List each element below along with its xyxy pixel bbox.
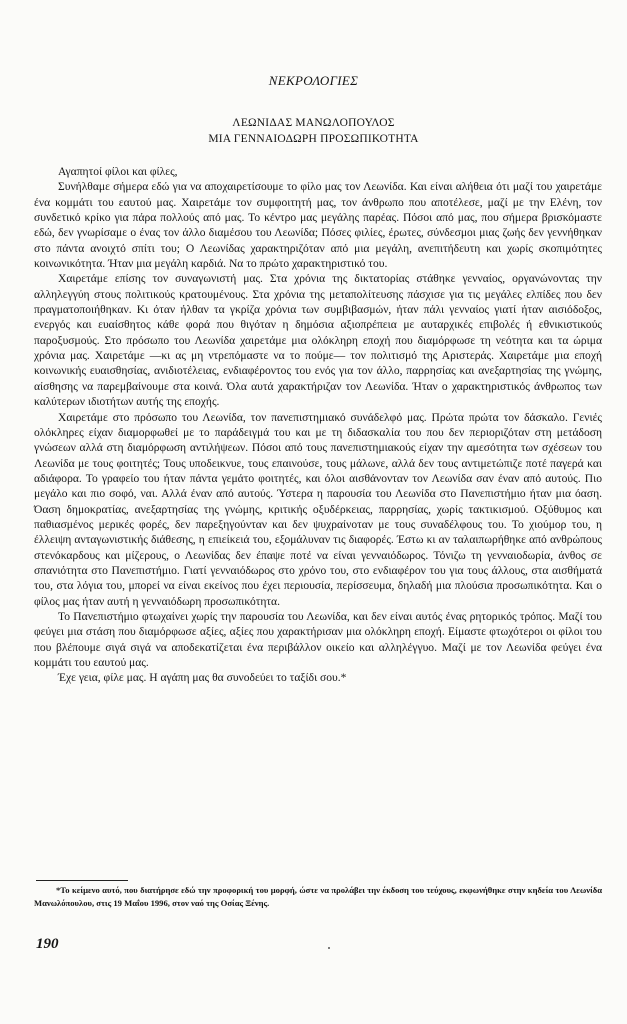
paragraph-4: Το Πανεπιστήμιο φτωχαίνει χωρίς την παρουσία του Λεωνίδα, και δεν είναι αυτός ένας ρητορικός τρόπος. Μαζί του φεύγει μια στάση που διαμόρφωσε αξίες, αξίες που χαρακτήρισαν μια ολόκληρη εποχή. Είμαστε φτωχότεροι οι φίλοι του που βλέπουμε σιγά σιγά να αποδεκατίζεται ένα περιβάλλον οικείο και αλληλέγγυο. Μαζί με τον Λεωνίδα φεύγει ένα κομμάτι του εαυτού μας. xyxy=(34,610,602,669)
closing-line: Έχε γεια, φίλε μας. Η αγάπη μας θα συνοδεύει το ταξίδι σου.* xyxy=(58,672,347,685)
article-subtitle: ΜΙΑ ΓΕΝΝΑΙΟΔΩΡΗ ΠΡΟΣΩΠΙΚΟΤΗΤΑ xyxy=(208,133,419,145)
scan-speck xyxy=(328,947,330,949)
section-title: ΝΕΚΡΟΛΟΓΙΕΣ xyxy=(268,73,359,88)
paragraph-3: Χαιρετάμε στο πρόσωπο του Λεωνίδα, τον πανεπιστημιακό συνάδελφό μας. Πρώτα πρώτα τον δάσκαλο. Γενιές ολόκληρες είχαν διαμορφωθεί με το παράδειγμά του και με τη διδασκαλία του που δεν περιοριζόταν στη μετάδοση γνώσεων αλλά στη διαμόρφωση αντιλήψεων. Πόσοι από τους πανεπιστημιακούς είχαν την αμεσότητα των σχέσεων του Λεωνίδα με τους φοιτητές; Τους υποδεικνυε, τους επαινούσε, τους μάλωνε, αλλά δεν τους αντιμετώπιζε ποτέ παγερά και αδιάφορα. Το γραφείο του ήταν πάντα γεμάτο φοιτητές, και όλοι αισθάνονταν τον Λεωνίδα σαν έναν από αυτούς. Πιο μεγάλο και πιο σοφό, ναι. Αλλά έναν από αυτούς. Ύστερα η παρουσία του Λεωνίδα στο Πανεπιστήμιο ήταν μια όαση. Όαση δημοκρατίας, ανεξαρτησίας της γνώμης, κριτικής οξυδέρκειας, παρρησίας, χωρίς τακτικισμού. Οξύθυμος και παθιασμένος μερικές φορές, δεν παρεξηγούνταν και δεν ψυχραίνοταν με τους συναδέλφους του. Το χιούμορ του, η έλλειψη ανταγωνιστικής διάθεσης, η επιείκειά του, εξομάλυναν τις διαφορές. Έστω κι αν ταλαιπωρήθηκε από ανθρώπους στενόκαρδους και μίζερους, ο Λεωνίδας δεν έπαψε ποτέ να είναι γενναιόδωρος. Τόνιζω τη γενναιοδωρία, άνθος σε σπανιότητα στο Πανεπιστήμιο. Γιατί γενναιόδωρος στο χρόνο του, στο ενδιαφέρον του για τους άλλους, στα αισθήματά του, στα λόγια του, μπορεί να είναι εκείνος που έχει περιουσία, περίσσευμα, δηλαδή μια πλούσια προσωπικότητα. Και ο φίλος μας ήταν αυτή η γενναιόδωρη προσωπικότητα. xyxy=(34,411,602,608)
footnote: *Το κείμενο αυτό, που διατήρησε εδώ την προφορική του μορφή, ώστε να προλάβει την έκδοση του τεύχους, εκφωνήθηκε στην κηδεία του Λεωνίδα Μανωλόπουλου, στις 19 Μαΐου 1996, στον ναό της Οσίας Ξένης. xyxy=(34,885,602,908)
article-title: ΛΕΩΝΙΔΑΣ ΜΑΝΩΛΟΠΟΥΛΟΣ xyxy=(232,117,395,129)
paragraph-2: Χαιρετάμε επίσης τον συναγωνιστή μας. Στα χρόνια της δικτατορίας στάθηκε γενναίος, οργανώνοντας την αλληλεγγύη στους πολιτικούς κρατουμένους. Στα χρόνια της μεταπολίτευσης πάσχισε για τις μεγάλες ελπίδες που δεν πραγματοποιήθηκαν. Κι όταν ήλθαν τα γκρίζα χρόνια των συμβιβασμών, ήταν πάλι γενναίος γιατί ήταν αισιόδοξος, ενεργός και ευαίσθητος κάθε φορά που θιγόταν η δημόσια αξιοπρέπεια με αυταρχικές επιβολές ή εθνικιστικούς παροξυσμούς. Στο πρόσωπο του Λεωνίδα χαιρετάμε μια ολόκληρη εποχή που διαμόρφωσε τη νεότητα και τα ώριμα χρόνια μας. Χαιρετάμε —κι ας μη ντρεπόμαστε να το πούμε— τον πολιτισμό της Αριστεράς. Χαιρετάμε μια εποχή κοινωνικής ευαισθησίας, ανιδιοτέλειας, ενδιαφέροντος του ενός για τον άλλο, παρρησίας και ανεξαρτησίας της γνώμης, αίσθησης να παρεμβαίνουμε στα κοινά. Όλα αυτά χαρακτήριζαν τον Λεωνίδα. Ήταν ο χαρακτηριστικός άνθρωπος των καλύτερων ιδιοτήτων αυτής της εποχής. xyxy=(34,273,602,409)
footnote-divider xyxy=(36,880,128,881)
page-number: 190 xyxy=(36,936,59,952)
article-body xyxy=(34,165,602,687)
paragraph-1: Συνήλθαμε σήμερα εδώ για να αποχαιρετίσουμε το φίλο μας τον Λεωνίδα. Και είναι αλήθεια ότι μαζί του χαιρετάμε ένα κομμάτι του εαυτού μας. Χαιρετάμε τον συμφοιτητή μας, τον άνθρωπο που αποτέλεσε, μαζί με την Ελένη, τον συνδετικό κρίκο για πάρα πολλούς από μας. Το κέντρο μας μεγάλης παρέας. Πόσοι από μας, που σήμερα βρισκόμαστε εδώ, δεν γνωρίσαμε ο ένας τον άλλο διαμέσου του Λεωνίδα; Πόσες φιλίες, έρωτες, σύνδεσμοι μιας ζωής δεν γεννήθηκαν στο πάντα ανοιχτό σπίτι του; Ο Λεωνίδας χαρακτηριζόταν από μια μεγάλη, ανεπιτήδευτη και χωρίς σκοπιμότητες κοινωνικότητα. Ήταν μια μεγάλη καρδιά. Να το πρώτο χαρακτηριστικό του. xyxy=(34,181,602,271)
salutation: Αγαπητοί φίλοι και φίλες, xyxy=(58,166,178,178)
